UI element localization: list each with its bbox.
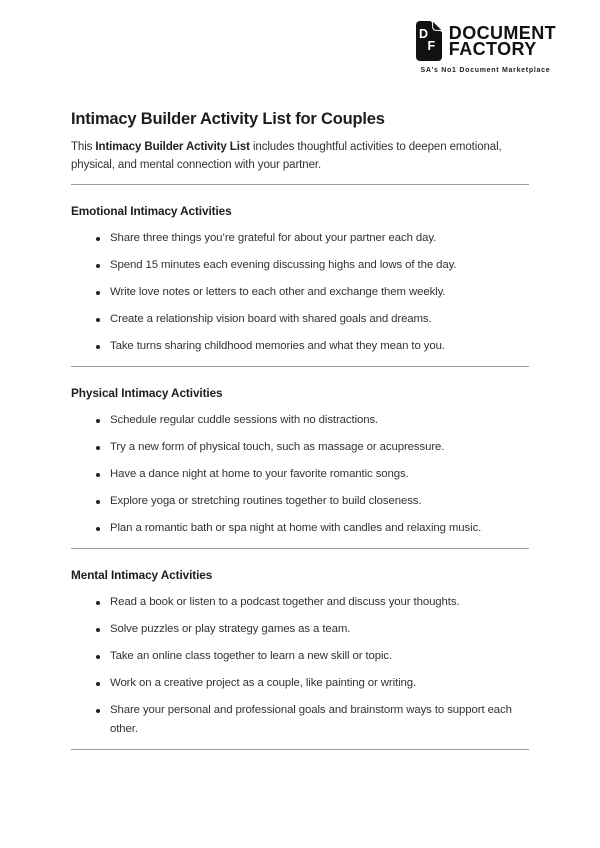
list-item: Plan a romantic bath or spa night at home with candles and relaxing music. <box>71 519 529 538</box>
brand-name <box>449 25 556 57</box>
list-item: Read a book or listen to a podcast together and discuss your thoughts. <box>71 593 529 612</box>
list-item: Take turns sharing childhood memories and what they mean to you. <box>71 337 529 356</box>
list-item: Schedule regular cuddle sessions with no distractions. <box>71 411 529 430</box>
document-factory-logo <box>415 20 556 74</box>
section-mental <box>71 567 529 739</box>
bullet-icon <box>96 601 100 605</box>
activity-list <box>71 229 529 356</box>
divider <box>71 749 529 750</box>
section-emotional <box>71 203 529 356</box>
list-item: Solve puzzles or play strategy games as a team. <box>71 620 529 639</box>
bullet-icon <box>96 500 100 504</box>
bullet-icon <box>96 655 100 659</box>
logo-letter-f: F <box>427 39 435 53</box>
section-heading: Mental Intimacy Activities <box>71 568 213 582</box>
list-item: Share three things you’re grateful for about your partner each day. <box>71 229 529 248</box>
bullet-icon <box>96 264 100 268</box>
bullet-icon <box>96 527 100 531</box>
list-item: Explore yoga or stretching routines together to build closeness. <box>71 492 529 511</box>
document-content <box>0 108 600 750</box>
divider <box>71 184 529 185</box>
logo-letter-d: D <box>418 27 428 41</box>
intro-prefix: This <box>71 141 96 153</box>
bullet-icon <box>96 628 100 632</box>
list-item: Try a new form of physical touch, such as massage or acupressure. <box>71 438 529 457</box>
intro-paragraph <box>71 139 529 174</box>
list-item: Write love notes or letters to each other and exchange them weekly. <box>71 283 529 302</box>
list-item: Spend 15 minutes each evening discussing highs and lows of the day. <box>71 256 529 275</box>
list-item: Create a relationship vision board with shared goals and dreams. <box>71 310 529 329</box>
list-item: Have a dance night at home to your favorite romantic songs. <box>71 465 529 484</box>
bullet-icon <box>96 473 100 477</box>
bullet-icon <box>96 318 100 322</box>
section-physical <box>71 385 529 538</box>
file-icon <box>415 20 443 62</box>
bullet-icon <box>96 419 100 423</box>
page-title: Intimacy Builder Activity List for Couples <box>71 110 385 128</box>
list-item: Work on a creative project as a couple, like painting or writing. <box>71 674 529 693</box>
section-heading: Emotional Intimacy Activities <box>71 204 232 218</box>
bullet-icon <box>96 446 100 450</box>
bullet-icon <box>96 237 100 241</box>
bullet-icon <box>96 682 100 686</box>
section-heading: Physical Intimacy Activities <box>71 386 223 400</box>
bullet-icon <box>96 345 100 349</box>
intro-suffix: includes thoughtful activities to deepen emotional, physical, and mental connection with your partner. <box>71 141 502 171</box>
bullet-icon <box>96 709 100 713</box>
intro-bold-phrase: Intimacy Builder Activity List <box>95 141 250 153</box>
activity-list <box>71 593 529 739</box>
bullet-icon <box>96 291 100 295</box>
brand-tagline: SA's No1 Document Marketplace <box>420 67 551 74</box>
list-item: Share your personal and professional goals and brainstorm ways to support each other. <box>71 701 529 739</box>
divider <box>71 366 529 367</box>
activity-list <box>71 411 529 538</box>
brand-header <box>0 0 600 74</box>
divider <box>71 548 529 549</box>
brand-name-line1: DOCUMENT <box>448 23 556 43</box>
brand-name-line2: FACTORY <box>448 39 537 59</box>
list-item: Take an online class together to learn a new skill or topic. <box>71 647 529 666</box>
